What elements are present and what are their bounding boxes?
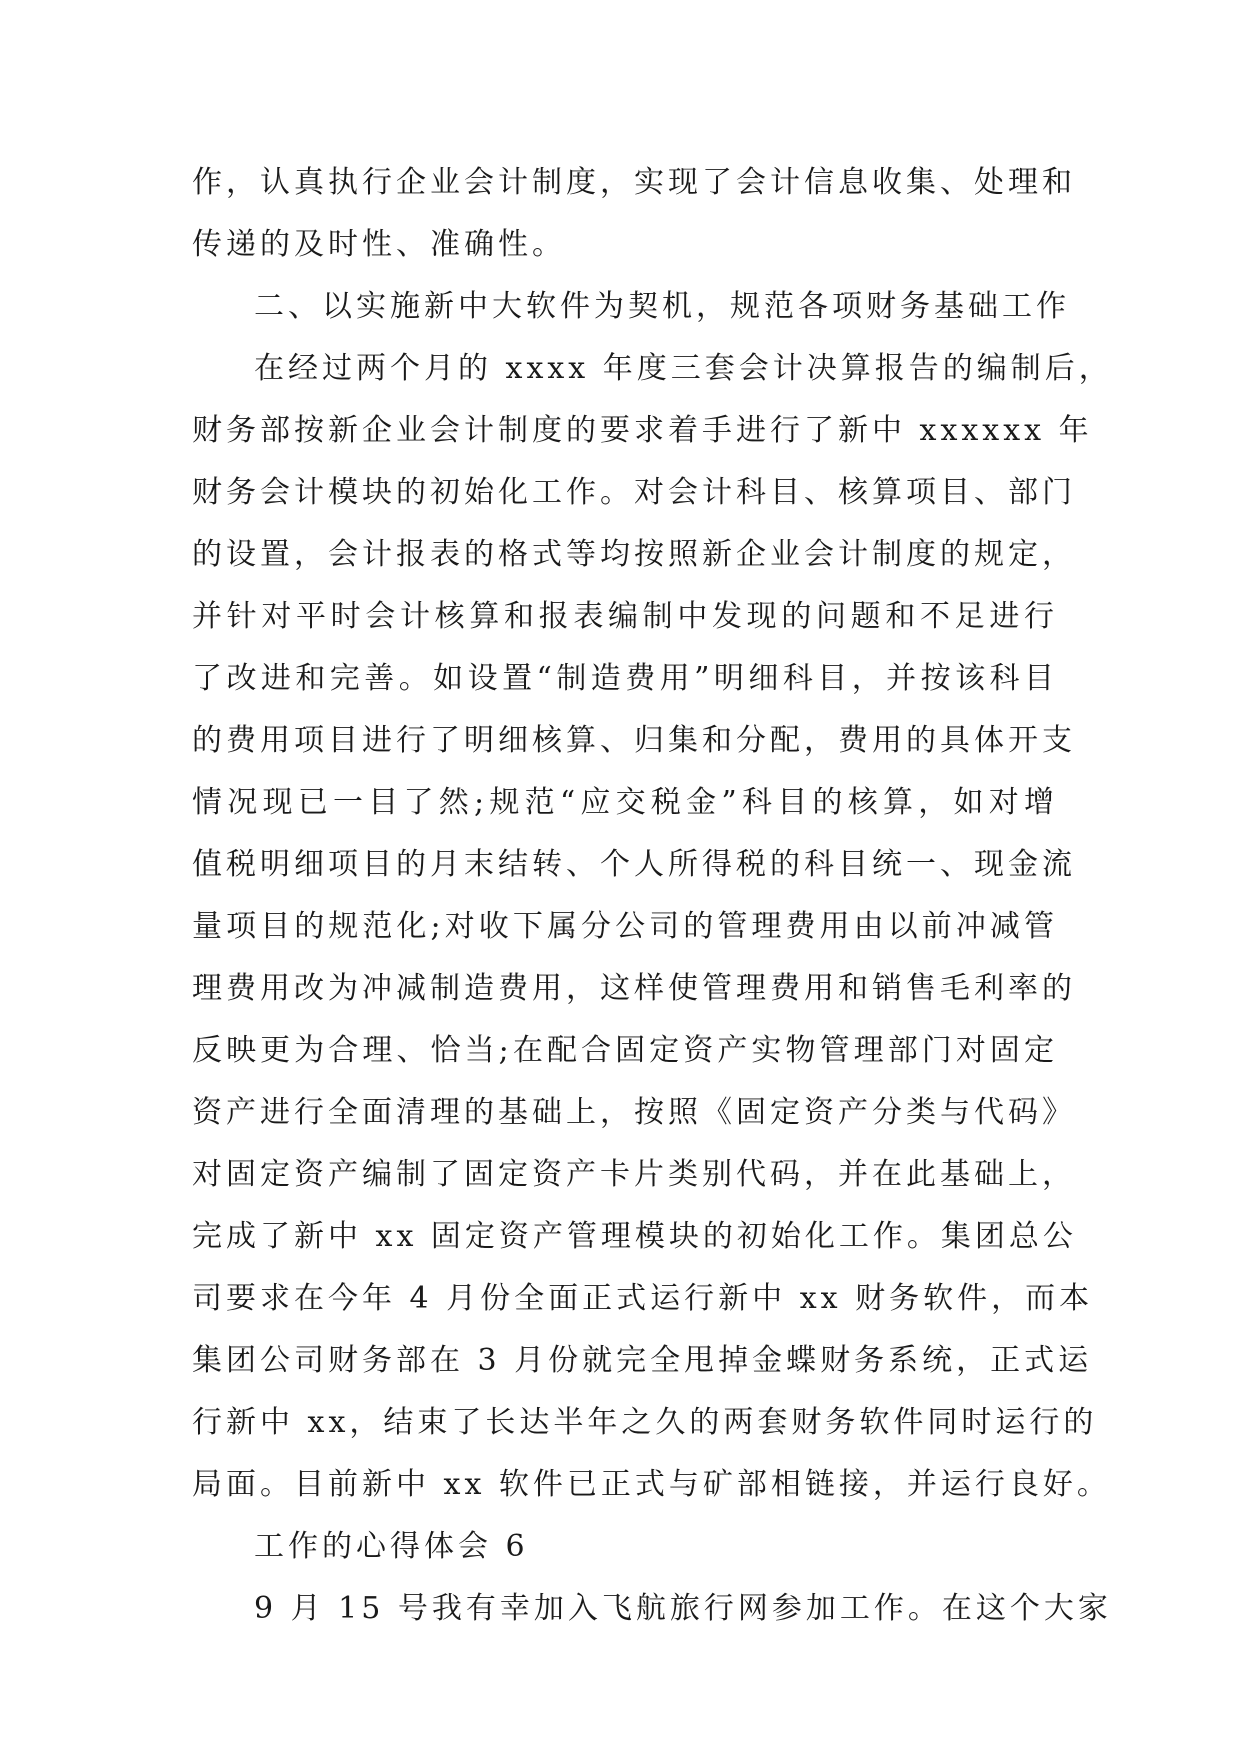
text-line: 司要求在今年 4 月份全面正式运行新中 xx 财务软件，而本 <box>192 1281 1094 1316</box>
text-line: 财务部按新企业会计制度的要求着手进行了新中 xxxxxx 年 <box>192 413 1093 448</box>
text-line: 资产进行全面清理的基础上，按照《固定资产分类与代码》 <box>192 1095 1076 1130</box>
paragraph-first-line: 9 月 15 号我有幸加入飞航旅行网参加工作。在这个大家 <box>254 1591 1112 1626</box>
text-line: 量项目的规范化;对收下属分公司的管理费用由以前冲减管 <box>192 909 1058 944</box>
text-line: 作，认真执行企业会计制度，实现了会计信息收集、处理和 <box>192 165 1076 200</box>
text-line: 理费用改为冲减制造费用，这样使管理费用和销售毛利率的 <box>192 971 1076 1006</box>
text-line: 局面。目前新中 xx 软件已正式与矿部相链接，并运行良好。 <box>192 1467 1111 1502</box>
text-line: 集团公司财务部在 3 月份就完全甩掉金蝶财务系统，正式运 <box>192 1343 1093 1378</box>
text-line: 值税明细项目的月末结转、个人所得税的科目统一、现金流 <box>192 847 1076 882</box>
section-heading: 工作的心得体会 6 <box>254 1529 529 1564</box>
text-line: 情况现已一目了然;规范“应交税金”科目的核算，如对增 <box>192 785 1058 820</box>
text-line: 反映更为合理、恰当;在配合固定资产实物管理部门对固定 <box>192 1033 1058 1068</box>
section-heading: 二、以实施新中大软件为契机，规范各项财务基础工作 <box>254 289 1070 324</box>
document-body <box>192 152 1113 1640</box>
paragraph-first-line: 在经过两个月的 xxxx 年度三套会计决算报告的编制后， <box>254 351 1113 386</box>
text-line: 的设置，会计报表的格式等均按照新企业会计制度的规定， <box>192 537 1076 572</box>
text-line: 了改进和完善。如设置“制造费用”明细科目，并按该科目 <box>192 661 1058 696</box>
text-line: 对固定资产编制了固定资产卡片类别代码，并在此基础上， <box>192 1157 1076 1192</box>
text-line: 完成了新中 xx 固定资产管理模块的初始化工作。集团总公 <box>192 1219 1077 1254</box>
text-line: 行新中 xx，结束了长达半年之久的两套财务软件同时运行的 <box>192 1405 1098 1440</box>
text-line: 的费用项目进行了明细核算、归集和分配，费用的具体开支 <box>192 723 1076 758</box>
text-line: 并针对平时会计核算和报表编制中发现的问题和不足进行 <box>192 599 1058 634</box>
text-line: 传递的及时性、准确性。 <box>192 227 566 262</box>
text-line: 财务会计模块的初始化工作。对会计科目、核算项目、部门 <box>192 475 1076 510</box>
